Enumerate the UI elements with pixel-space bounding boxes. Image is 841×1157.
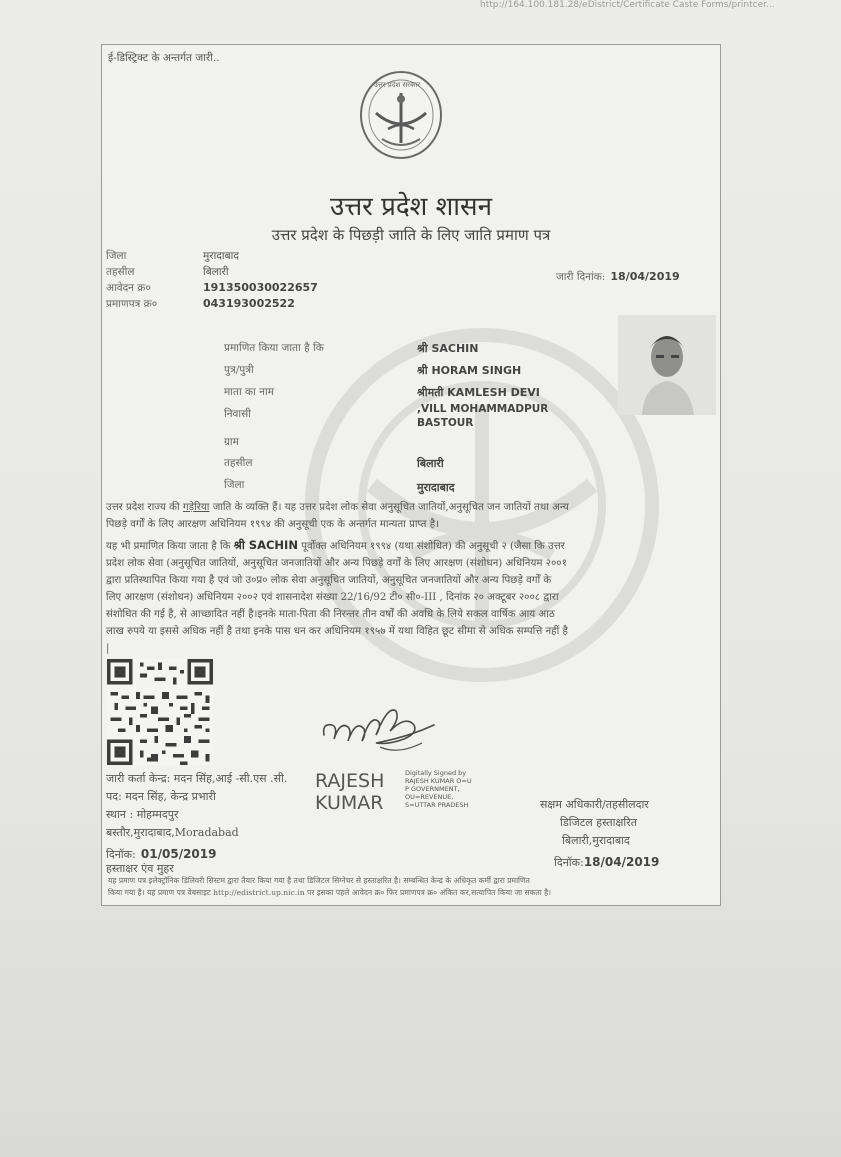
details-district-label: जिला (224, 479, 245, 491)
cert-paragraph-line5: संशोधित की गई है, से आच्छादित नहीं है।इनके माता-पिता की निरन्तर तीन वर्षों की अवधि के लिये सकल वार्षिक आय आठ (106, 609, 555, 620)
caste-paragraph (106, 499, 718, 533)
digital-signer-name (315, 770, 384, 814)
p2-text-b: पूर्वोक्त अधिनियम १९९४ (यथा संशोधित) की अनुसूची २ (जैसा कि उत्तर (301, 541, 565, 552)
text-cursor: | (106, 643, 110, 654)
resident-label: निवासी (224, 408, 251, 420)
cert-paragraph-line4: लिए आरक्षण (संशोधन) अधिनियम २००२ एवं शासनादेश संख्या 22/16/92 टी० सी०-III , दिनांक २० अक्टूबर २००८ द्वारा (106, 592, 559, 603)
authority-date-value: 18/04/2019 (583, 855, 660, 869)
district-value: मुरादाबाद (203, 250, 239, 262)
details-tehsil: बिलारी (417, 457, 444, 470)
handwritten-signature-icon (318, 685, 438, 760)
resident-line1: ,VILL MOHAMMADPUR (417, 403, 549, 415)
ds-line2: RAJESH KUMAR O=U (405, 777, 472, 785)
cert-paragraph-line6: लाख रुपये या इससे अधिक नहीं है तथा इनके पास धन कर अधिनियम १९५७ में यथा विहित छूट सीमा से अधिक सम्पत्ति नहीं है (106, 626, 568, 637)
issue-date (556, 265, 680, 284)
caste-paragraph-line1 (106, 499, 718, 516)
issuer-post: पद: मदन सिंह, केन्द्र प्रभारी (106, 790, 216, 803)
resident-line2: BASTOUR (417, 417, 474, 429)
issuer-seal-note: हस्ताक्षर एंव मुहर (106, 862, 174, 875)
footer-line2: किया गया है। यह प्रमाण पत्र वेबसाइट http://edistrict.up.nic.in पर इसका पहले आवेदन क्र० फिर प्रमाणपत्र क्र० अंकित कर,सत्यापित किया जा सकता है। (108, 888, 552, 897)
emblem-text: उत्तर प्रदेश सरकार (374, 81, 421, 89)
authority-date-label: दिनॉक: (554, 856, 584, 869)
certificate-no-label: प्रमाणपत्र क्र० (106, 298, 158, 310)
signer-name-line1: RAJESH (315, 770, 385, 792)
issuer-date-value: 01/05/2019 (140, 847, 217, 861)
certify-label: प्रमाणित किया जाता है कि (224, 342, 324, 354)
tehsil-value: बिलारी (203, 266, 229, 278)
ds-line5: S=UTTAR PRADESH (405, 801, 469, 809)
certification-paragraph (106, 537, 718, 657)
details-district: मुरादाबाद (417, 481, 455, 494)
issuer-date (106, 843, 216, 862)
footer-line1: यह प्रमाण पत्र इलेक्ट्रॉनिक डिलिवरी सिस्टम द्वारा तैयार किया गया है तथा डिजिटल सिग्नेचर से हस्ताक्षरित है। सम्बन्धित केन्द्र के अधिकृत कर्मी द्वारा प्रमाणित (108, 876, 530, 885)
browser-url-header: http://164.100.181.28/eDistrict/Certificate Caste Forms/printcer... (480, 0, 775, 10)
p1-text-b: जाति के व्यक्ति हैं। यह उत्तर प्रदेश लोक सेवा अनुसूचित जातियों,अनुसूचित जन जातियों तथा अन्य (212, 502, 569, 513)
applicant-photo (618, 315, 716, 415)
cert-paragraph-line1 (106, 537, 718, 555)
certificate-no: 043193002522 (203, 297, 295, 310)
issuer-place: स्थान : मोहम्मदपुर (106, 808, 179, 821)
cert-paragraph-line3: द्वारा प्रतिस्थापित किया गया है एवं जो उ०प्र० लोक सेवा अनुसूचित जातियों, अनुसूचित जनजातियों और अन्य पिछड़े वर्गों के (106, 575, 552, 586)
certificate (101, 44, 721, 906)
top-note: ई-डिस्ट्रिक्ट के अन्तर्गत जारी.. (108, 52, 220, 64)
ds-line3: P GOVERNMENT, (405, 785, 460, 793)
mother-name: श्रीमती KAMLESH DEVI (417, 386, 540, 399)
signer-name-line2: KUMAR (315, 792, 384, 814)
footer-note (108, 875, 716, 899)
digital-signature-details (405, 769, 472, 809)
application-no-label: आवेदन क्र० (106, 282, 151, 294)
ds-line1: Digitally Signed by (405, 769, 467, 777)
son-of-label: पुत्र/पुत्री (224, 364, 254, 376)
applicant-name: श्री SACHIN (417, 342, 479, 355)
caste-name: गड़ेरिया (182, 502, 210, 513)
village-label: ग्राम (224, 436, 239, 448)
p2-applicant-name: श्री SACHIN (233, 538, 298, 552)
application-no: 191350030022657 (203, 281, 318, 294)
issuer-center: जारी कर्ता केन्द्र: मदन सिंह,आई -सी.एस .सी. (106, 772, 288, 785)
authority-title: सक्षम अधिकारी/तहसीलदार (540, 798, 649, 811)
qr-code-icon (107, 659, 213, 765)
issuer-address: बस्तौर,मुरादाबाद,Moradabad (106, 826, 239, 839)
issue-date-value: 18/04/2019 (610, 270, 680, 283)
issuer-date-label: दिनॉक: (106, 848, 136, 861)
authority-place: बिलारी,मुरादाबाद (562, 834, 630, 847)
details-tehsil-label: तहसील (224, 457, 253, 469)
mother-label: माता का नाम (224, 386, 274, 398)
tehsil-label: तहसील (106, 266, 135, 278)
person-photo-icon (618, 315, 716, 415)
authority-date (554, 851, 659, 870)
authority-digital: डिजिटल हस्ताक्षरित (560, 816, 637, 829)
certificate-title: उत्तर प्रदेश शासन (329, 192, 493, 222)
p1-text-a: उत्तर प्रदेश राज्य की (106, 502, 180, 513)
ds-line4: OU=REVENUE, (405, 793, 454, 801)
certificate-subtitle: उत्तर प्रदेश के पिछड़ी जाति के लिए जाति प्रमाण पत्र (271, 226, 551, 244)
cert-paragraph-line2: प्रदेश लोक सेवा (अनुसूचित जातियों, अनुसूचित जनजातियों और अन्य पिछड़े वर्गों के लिए आरक्षण (संशोधन) अधिनियम २००१ (106, 558, 567, 569)
issue-date-label: जारी दिनांक: (556, 271, 606, 283)
p2-text-a: यह भी प्रमाणित किया जाता है कि (106, 541, 231, 552)
father-name: श्री HORAM SINGH (417, 364, 522, 377)
district-label: जिला (106, 250, 127, 262)
caste-paragraph-line2: पिछड़े वर्गों के लिए आरक्षण अधिनियम १९९४ की अनुसूची एक के अन्तर्गत मान्यता प्राप्त है। (106, 519, 439, 530)
